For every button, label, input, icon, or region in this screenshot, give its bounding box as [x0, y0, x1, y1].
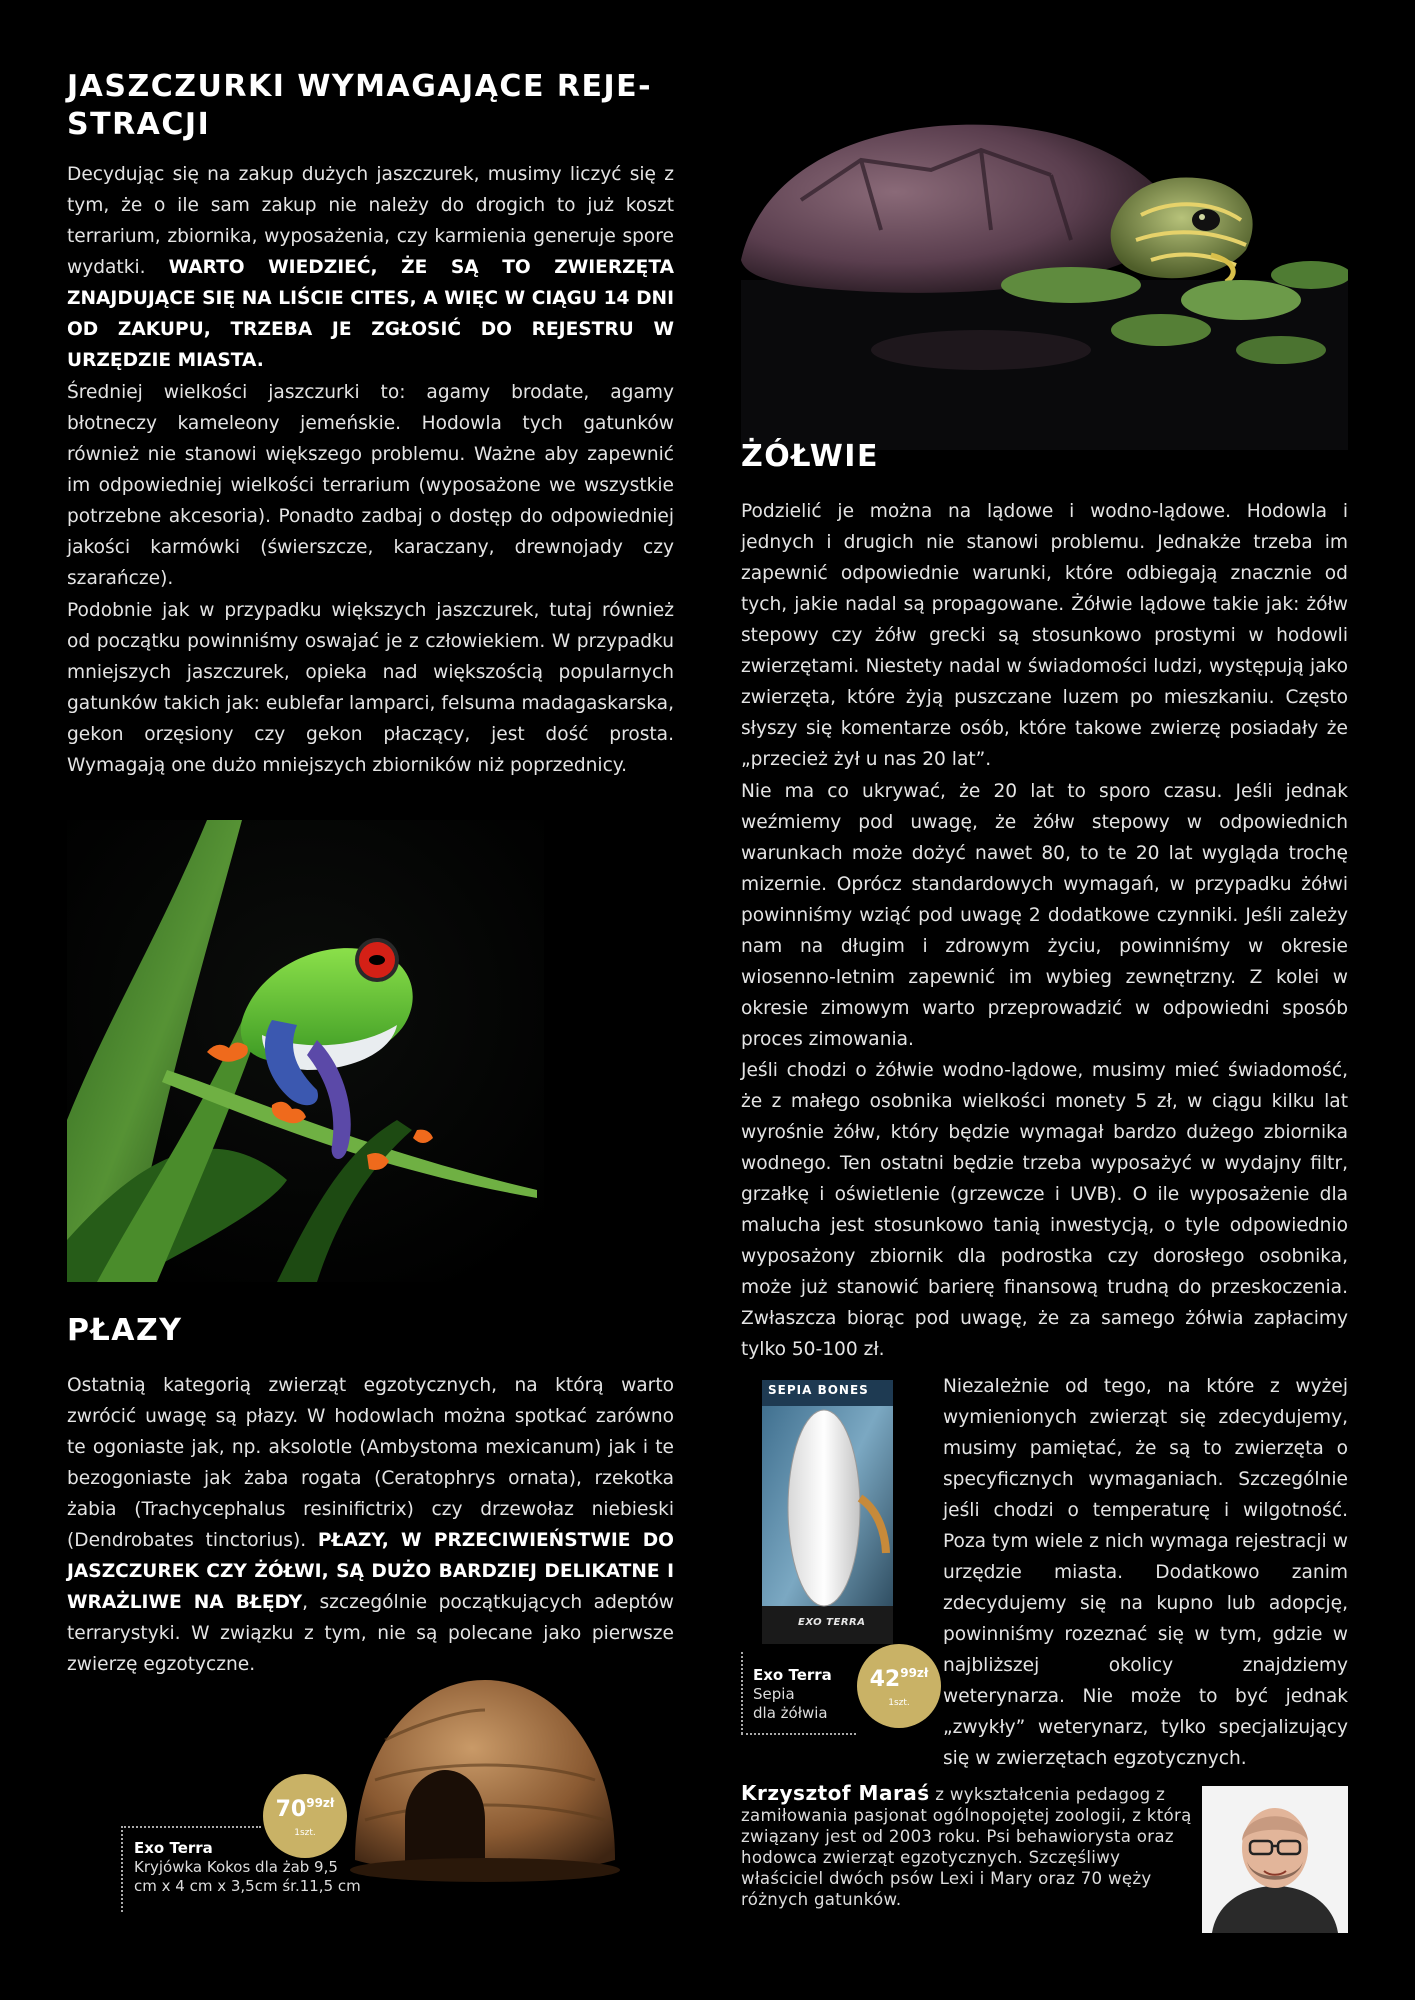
sepia-price-cents: 99zł — [900, 1666, 929, 1680]
lizards-p1-text: Decydując się na zakup dużych jaszczurek, musimy liczyć się z tym, że o ile sam zakup nie należy do drogich to już koszt terrarium, zbiornika, wyposażenia, czy karmienia generuje spore wydatki. — [67, 164, 674, 278]
amphibians-tail: , szczególnie początkujących adeptów terrarystyki. W związku z tym, nie są polecane jako pierwsze zwierzę egzotyczne. — [67, 1592, 674, 1675]
sepia-price-main: 42 — [869, 1667, 901, 1692]
sepia-caption — [753, 1666, 863, 1723]
sepia-brand: Exo Terra — [753, 1666, 832, 1684]
coconut-name-line1: Kryjówka Kokos dla żab 9,5 — [134, 1858, 338, 1876]
lizards-paragraph-3: Podobnie jak w przypadku większych jaszczurek, tutaj również od początku powinniśmy oswajać je z człowiekiem. W przypadku mniejszych jaszczurek, opieka nad większością popularnych gatunków takich jak: eublefar lamparci, felsuma madagaskarska, gekon orzęsiony czy gekon płaczący, jest dość prosta. Wymagają one dużo mniejszych zbiorników niż poprzednicy. — [67, 600, 674, 776]
turtles-paragraph-4: Niezależnie od tego, na które z wyżej wymienionych zwierząt się zdecydujemy, musimy pamiętać, że są to zwierzęta o specyficznych wymaganiach. Szczególnie jeśli chodzi o temperaturę i wilgotność. Poza tym wiele z nich wymaga rejestracji w urzędzie miasta. Dodatkowo zanim zdecydujemy się na kupno lub adopcję, powinniśmy rozeznać się w tym, gdzie w najbliższej okolicy znajdziemy weterynarza. Nie może to być jednak „zwykły” weterynarz, tylko specjalizujący się w zwierzętach egzotycznych. — [943, 1376, 1348, 1769]
sepia-caption-bottom-rule — [741, 1733, 856, 1735]
lizards-paragraph-2: Średniej wielkości jaszczurki to: agamy brodate, agamy błotneczy kameleony jemeńskie. Hodowla tych gatunków również nie stanowi większego problemu. Ważne aby zapewnić im odpowiedniej wielkości terrarium (wyposażone we wszystkie potrzebne akcesoria). Ponadto zadbaj o dostęp do odpowiedniej jakości karmówki (świerszcze, karaczany, drewnojady czy szarańcze). — [67, 382, 674, 589]
turtle-photo — [741, 50, 1348, 450]
lizards-p1-bold: WARTO WIEDZIEĆ, ŻE SĄ TO ZWIERZĘTA ZNAJDUJĄCE SIĘ NA LIŚCIE CITES, A WIĘC W CIĄGU 14 DNI OD ZAKUPU, TRZEBA JE ZGŁOSIĆ DO REJESTRU W URZĘDZIE MIASTA. — [67, 257, 674, 371]
sepia-bones-package — [760, 1378, 895, 1646]
lizards-heading-line2: STRACJI — [67, 107, 211, 142]
coconut-brand: Exo Terra — [134, 1839, 213, 1857]
sepia-price-unit: 1szt. — [888, 1698, 910, 1708]
amphibians-bold: PŁAZY, W PRZECIWIEŃSTWIE DO JASZCZUREK CZY ŻÓŁWI, SĄ DUŻO BARDZIEJ DELIKATNE I WRAŻLIWE NA BŁĘDY — [67, 1530, 674, 1613]
turtles-paragraph-2: Nie ma co ukrywać, że 20 lat to sporo czasu. Jeśli jednak weźmiemy pod uwagę, że żółw stepowy w odpowiednich warunkach może dożyć nawet 80, to te 20 lat wygląda trochę mizernie. Oprócz standardowych wymagań, w przypadku żółwi powinniśmy wziąć pod uwagę 2 dodatkowe czynniki. Jeśli zależy nam na długim i zdrowym życiu, powinniśmy w okresie wiosenno-letnim zapewnić im wybieg zewnętrzny. Z kolei w okresie zimowym warto przeprowadzić w odpowiedni sposób proces zimowania. — [741, 781, 1348, 1050]
coconut-caption-divider — [121, 1826, 123, 1912]
turtles-paragraph-3: Jeśli chodzi o żółwie wodno-lądowe, musimy mieć świadomość, że z małego osobnika wielkości monety 5 zł, w ciągu kilku lat wyrośnie żółw, który będzie wymagał bardzo dużego zbiornika wodnego. Ten ostatni będzie trzeba wyposażyć w wydajny filtr, grzałkę i oświetlenie (grzewcze i UVB). O ile wyposażenie dla malucha jest stosunkowo tanią inwestycją, o tyle odpowiednio wyposażony zbiornik dla podrostka czy dorosłego osobnika, może już stanowić barierę finansową trudną do przeskoczenia. Zwłaszcza biorąc pod uwagę, że za samego żółwia zapłacimy tylko 50-100 zł. — [741, 1060, 1348, 1360]
turtles-heading: ŻÓŁWIE — [741, 439, 879, 474]
amphibians-heading: PŁAZY — [67, 1313, 183, 1348]
lizards-heading-line1: JASZCZURKI WYMAGAJĄCE REJE- — [67, 69, 653, 104]
coconut-name-line2: cm x 4 cm x 3,5cm śr.11,5 cm — [134, 1877, 361, 1895]
author-photo — [1202, 1786, 1348, 1933]
amphibians-paragraph — [67, 1370, 674, 1680]
sepia-name-line2: dla żółwia — [753, 1704, 828, 1722]
coconut-caption — [134, 1839, 394, 1896]
amphibians-text: Ostatnią kategorią zwierząt egzotycznych, na którą warto zwrócić uwagę są płazy. W hodowlach można spotkać zarówno te ogoniaste jak, np. aksolotle (Ambystoma mexicanum) jak i te bezogoniaste jak żaba rogata (Ceratophrys ornata), rzekotka żabia (Trachycephalus resinifictrix) czy drzewołaz niebieski (Dendrobates tinctorius). — [67, 1375, 674, 1551]
sepia-caption-divider — [741, 1652, 743, 1734]
sepia-box-brand: EXO TERRA — [798, 1617, 866, 1628]
coconut-caption-top-rule — [121, 1826, 261, 1828]
lizards-heading — [67, 68, 677, 144]
turtles-paragraph-1: Podzielić je można na lądowe i wodno-lądowe. Hodowla i jednych i drugich nie stanowi problemu. Jednakże trzeba im zapewnić odpowiednie warunki, które odbiegają znacznie od tych, jakie nadal są propagowane. Żółwie lądowe takie jak: żółw stepowy czy żółw grecki są stosunkowo prostymi w hodowli zwierzętami. Niestety nadal w świadomości ludzi, występują jako zwierzęta, które żyją puszczane luzem po mieszkaniu. Często słyszy się komentarze osób, które takowe zwierzę posiadały że „przecież żył u nas 20 lat”. — [741, 501, 1348, 770]
coconut-price-cents: 99zł — [306, 1796, 335, 1810]
sepia-box-label: SEPIA BONES — [768, 1383, 869, 1397]
author-bio-text: z wykształcenia pedagog z zamiłowania pasjonat ogólnopojętej zoologii, z którą związany jest od 2003 roku. Psi behawiorysta oraz hodowca zwierząt egzotycznych. Szczęśliwy właściciel dwóch psów Lexi i Mary oraz 70 węży różnych gatunków. — [741, 1785, 1192, 1909]
author-name: Krzysztof Maraś — [741, 1781, 930, 1805]
lizards-paragraph-1 — [67, 159, 674, 376]
frog-photo — [67, 820, 544, 1282]
coconut-price-unit: 1szt. — [294, 1828, 316, 1838]
coconut-price-main: 70 — [275, 1797, 307, 1822]
author-bio — [741, 1783, 1196, 1910]
sepia-price-badge — [857, 1644, 941, 1728]
sepia-name-line1: Sepia — [753, 1685, 795, 1703]
